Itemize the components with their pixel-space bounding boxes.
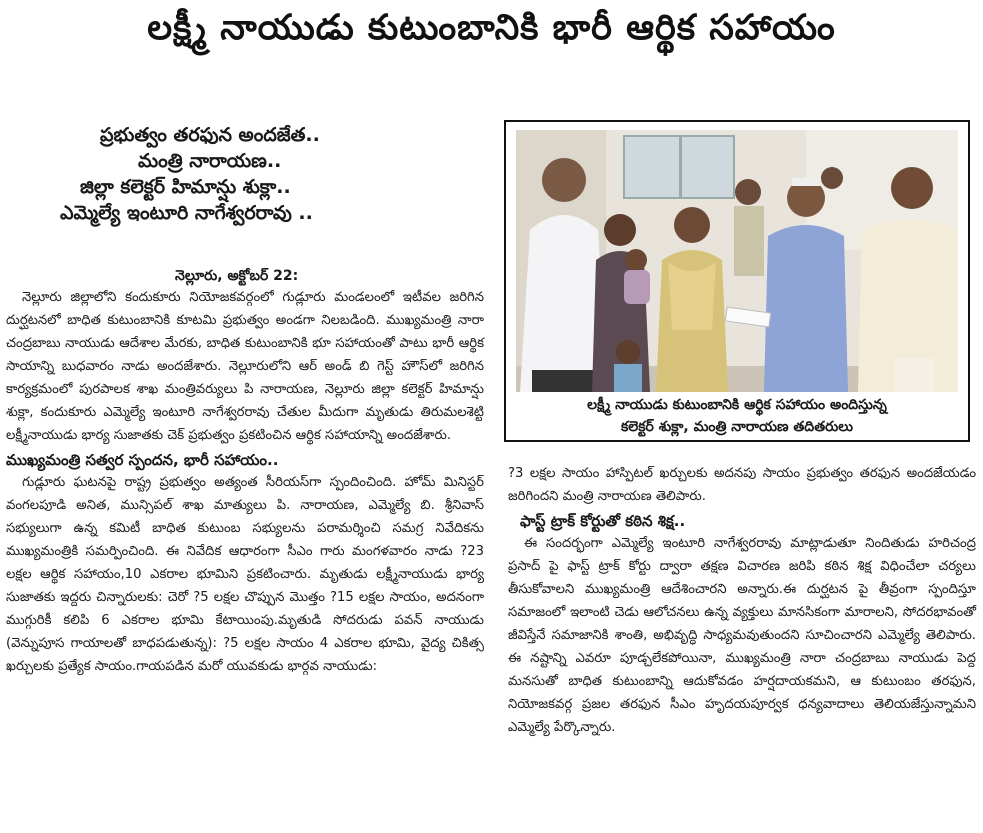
caption-line: కలెక్టర్ శుక్లా, మంత్రి నారాయణ తదితరులు (620, 419, 853, 435)
right-column (508, 462, 976, 739)
article-paragraph: గుడ్లూరు ఘటనపై రాష్ట్ర ప్రభుత్వం అత్యంత సీరియస్‌గా స్పందించింది. హోమ్ మినిస్టర్ వంగలపూడి అనిత, మున్సిపల్ శాఖ మాత్యులు పి. నారాయణ, ఎమ్మెల్యే బి. శ్రీనివాస్ సభ్యులుగా ఉన్న కమిటీ బాధిత కుటుంబ సభ్యులను పరామర్శించి సమగ్ర నివేదికను ముఖ్యమంత్రికి సమర్పించింది. ఈ నివేదిక ఆధారంగా సీఎం గారు మంగళవారం నాడు ?23 లక్షల ఆర్థిక సహాయం,10 ఎకరాల భూమిని ప్రకటించారు. మృతుడు లక్ష్మీనాయుడు భార్య సుజాతకు ఇద్దరు చిన్నారులకు: చెరో ?5 లక్షల చొప్పున మొత్తం ?15 లక్షల సాయం, అదనంగా ముగ్గురికీ కలిపి 6 ఎకరాల భూమి కేటాయింపు.మృతుడి సోదరుడు పవన్ నాయుడు (వెన్నుపూస గాయాలతో బాధపడుతున్న): ?5 లక్షల సాయం 4 ఎకరాల భూమి, వైద్య చికిత్స ఖర్చులకు ప్రత్యేక సాయం.గాయపడిన మరో యువకుడు భార్గవ నాయుడు: (6, 475, 484, 674)
news-photo (516, 130, 958, 392)
subheadline: ఎమ్మెల్యే ఇంటూరి నాగేశ్వరరావు .. (60, 202, 313, 224)
headline: లక్ష్మీ నాయుడు కుటుంబానికి భారీ ఆర్థిక సహాయం (147, 8, 836, 48)
subheadline: ప్రభుత్వం తరఫున అందజేత.. (100, 124, 320, 146)
article-paragraph: నెల్లూరు జిల్లాలోని కందుకూరు నియోజకవర్గంలో గుడ్లూరు మండలంలో ఇటీవల జరిగిన దుర్ఘటనలో బాధిత కుటుంబానికి కూటమి ప్రభుత్వం అండగా నిలబడింది. ముఖ్యమంత్రి నారా చంద్రబాబు నాయుడు ఆదేశాల మేరకు, బాధిత కుటుంబానికి భూ సహాయంతో పాటు భారీ ఆర్థిక సాయాన్ని బుధవారం నాడు అందజేశారు. నెల్లూరులోని ఆర్ అండ్ బి గెస్ట్ హౌస్‌లో జరిగిన కార్యక్రమంలో పురపాలక శాఖ మంత్రివర్యులు పి నారాయణ, నెల్లూరు జిల్లా కలెక్టర్ హిమాన్షు శుక్లా, కందుకూరు ఎమ్మెల్యే ఇంటూరి నాగేశ్వరరావు చేతుల మీదుగా మృతుడు తిరుమలశెట్టి లక్ష్మీనాయుడు భార్య సుజాతకు చెక్ ప్రభుత్వం ప్రకటించిన ఆర్థిక సహాయాన్ని అందజేశారు. (6, 290, 484, 443)
left-column (6, 286, 484, 678)
subheadline: మంత్రి నారాయణ.. (138, 150, 282, 172)
news-photo-frame (504, 120, 970, 442)
photo-caption (516, 394, 958, 438)
subheadline: జిల్లా కలెక్టర్ హిమాన్షు శుక్లా.. (80, 176, 291, 198)
article-paragraph: ?3 లక్షల సాయం హాస్పిటల్ ఖర్చులకు అదనపు సాయం ప్రభుత్వం తరఫున అందజేయడం జరిగిందని మంత్రి నారాయణ తెలిపారు. (508, 466, 976, 504)
dateline: నెల్లూరు, అక్టోబర్ 22: (175, 268, 299, 284)
subheadline-block (60, 122, 490, 226)
section-heading: ఫాస్ట్ ట్రాక్ కోర్టుతో కఠిన శిక్ష.. (520, 512, 686, 530)
article-paragraph: ఈ సందర్భంగా ఎమ్మెల్యే ఇంటూరి నాగేశ్వరరావు మాట్లాడుతూ నిందితుడు హరిచంద్ర ప్రసాద్ పై ఫాస్ట్ ట్రాక్ కోర్టు ద్వారా తక్షణ విచారణ జరిపి కఠిన శిక్ష విధించేలా చర్యలు తీసుకోవాలని ముఖ్యమంత్రి ఆదేశించారని అన్నారు.ఈ దుర్ఘటన పై తీవ్రంగా స్పందిస్తూ సమాజంలో ఇలాంటి చెడు ఆలోచనలు ఉన్న వ్యక్తులు మానసికంగా మారాలని, సోదరభావంతో జీవిస్తేనే సమాజానికి శాంతి, అభివృద్ధి సాధ్యమవుతుందని సూచించారని ఎమ్మెల్యే తెలిపారు. ఈ నష్టాన్ని ఎవరూ పూడ్చలేకపోయినా, ముఖ్యమంత్రి నారా చంద్రబాబు నాయుడు పెద్ద మనసుతో బాధిత కుటుంబాన్ని ఆదుకోవడం హర్షదాయకమని, ఆ కుటుంబం తరఫున, నియోజకవర్గ ప్రజల తరఫున సీఎం హృదయపూర్వక ధన్యవాదాలు తెలియజేస్తున్నామని ఎమ్మెల్యే పేర్కొన్నారు. (508, 536, 976, 735)
caption-line: లక్ష్మీ నాయుడు కుటుంబానికి ఆర్థిక సహాయం అందిస్తున్న (587, 397, 887, 413)
section-heading: ముఖ్యమంత్రి సత్వర స్పందన, భారీ సహాయం.. (6, 451, 279, 469)
